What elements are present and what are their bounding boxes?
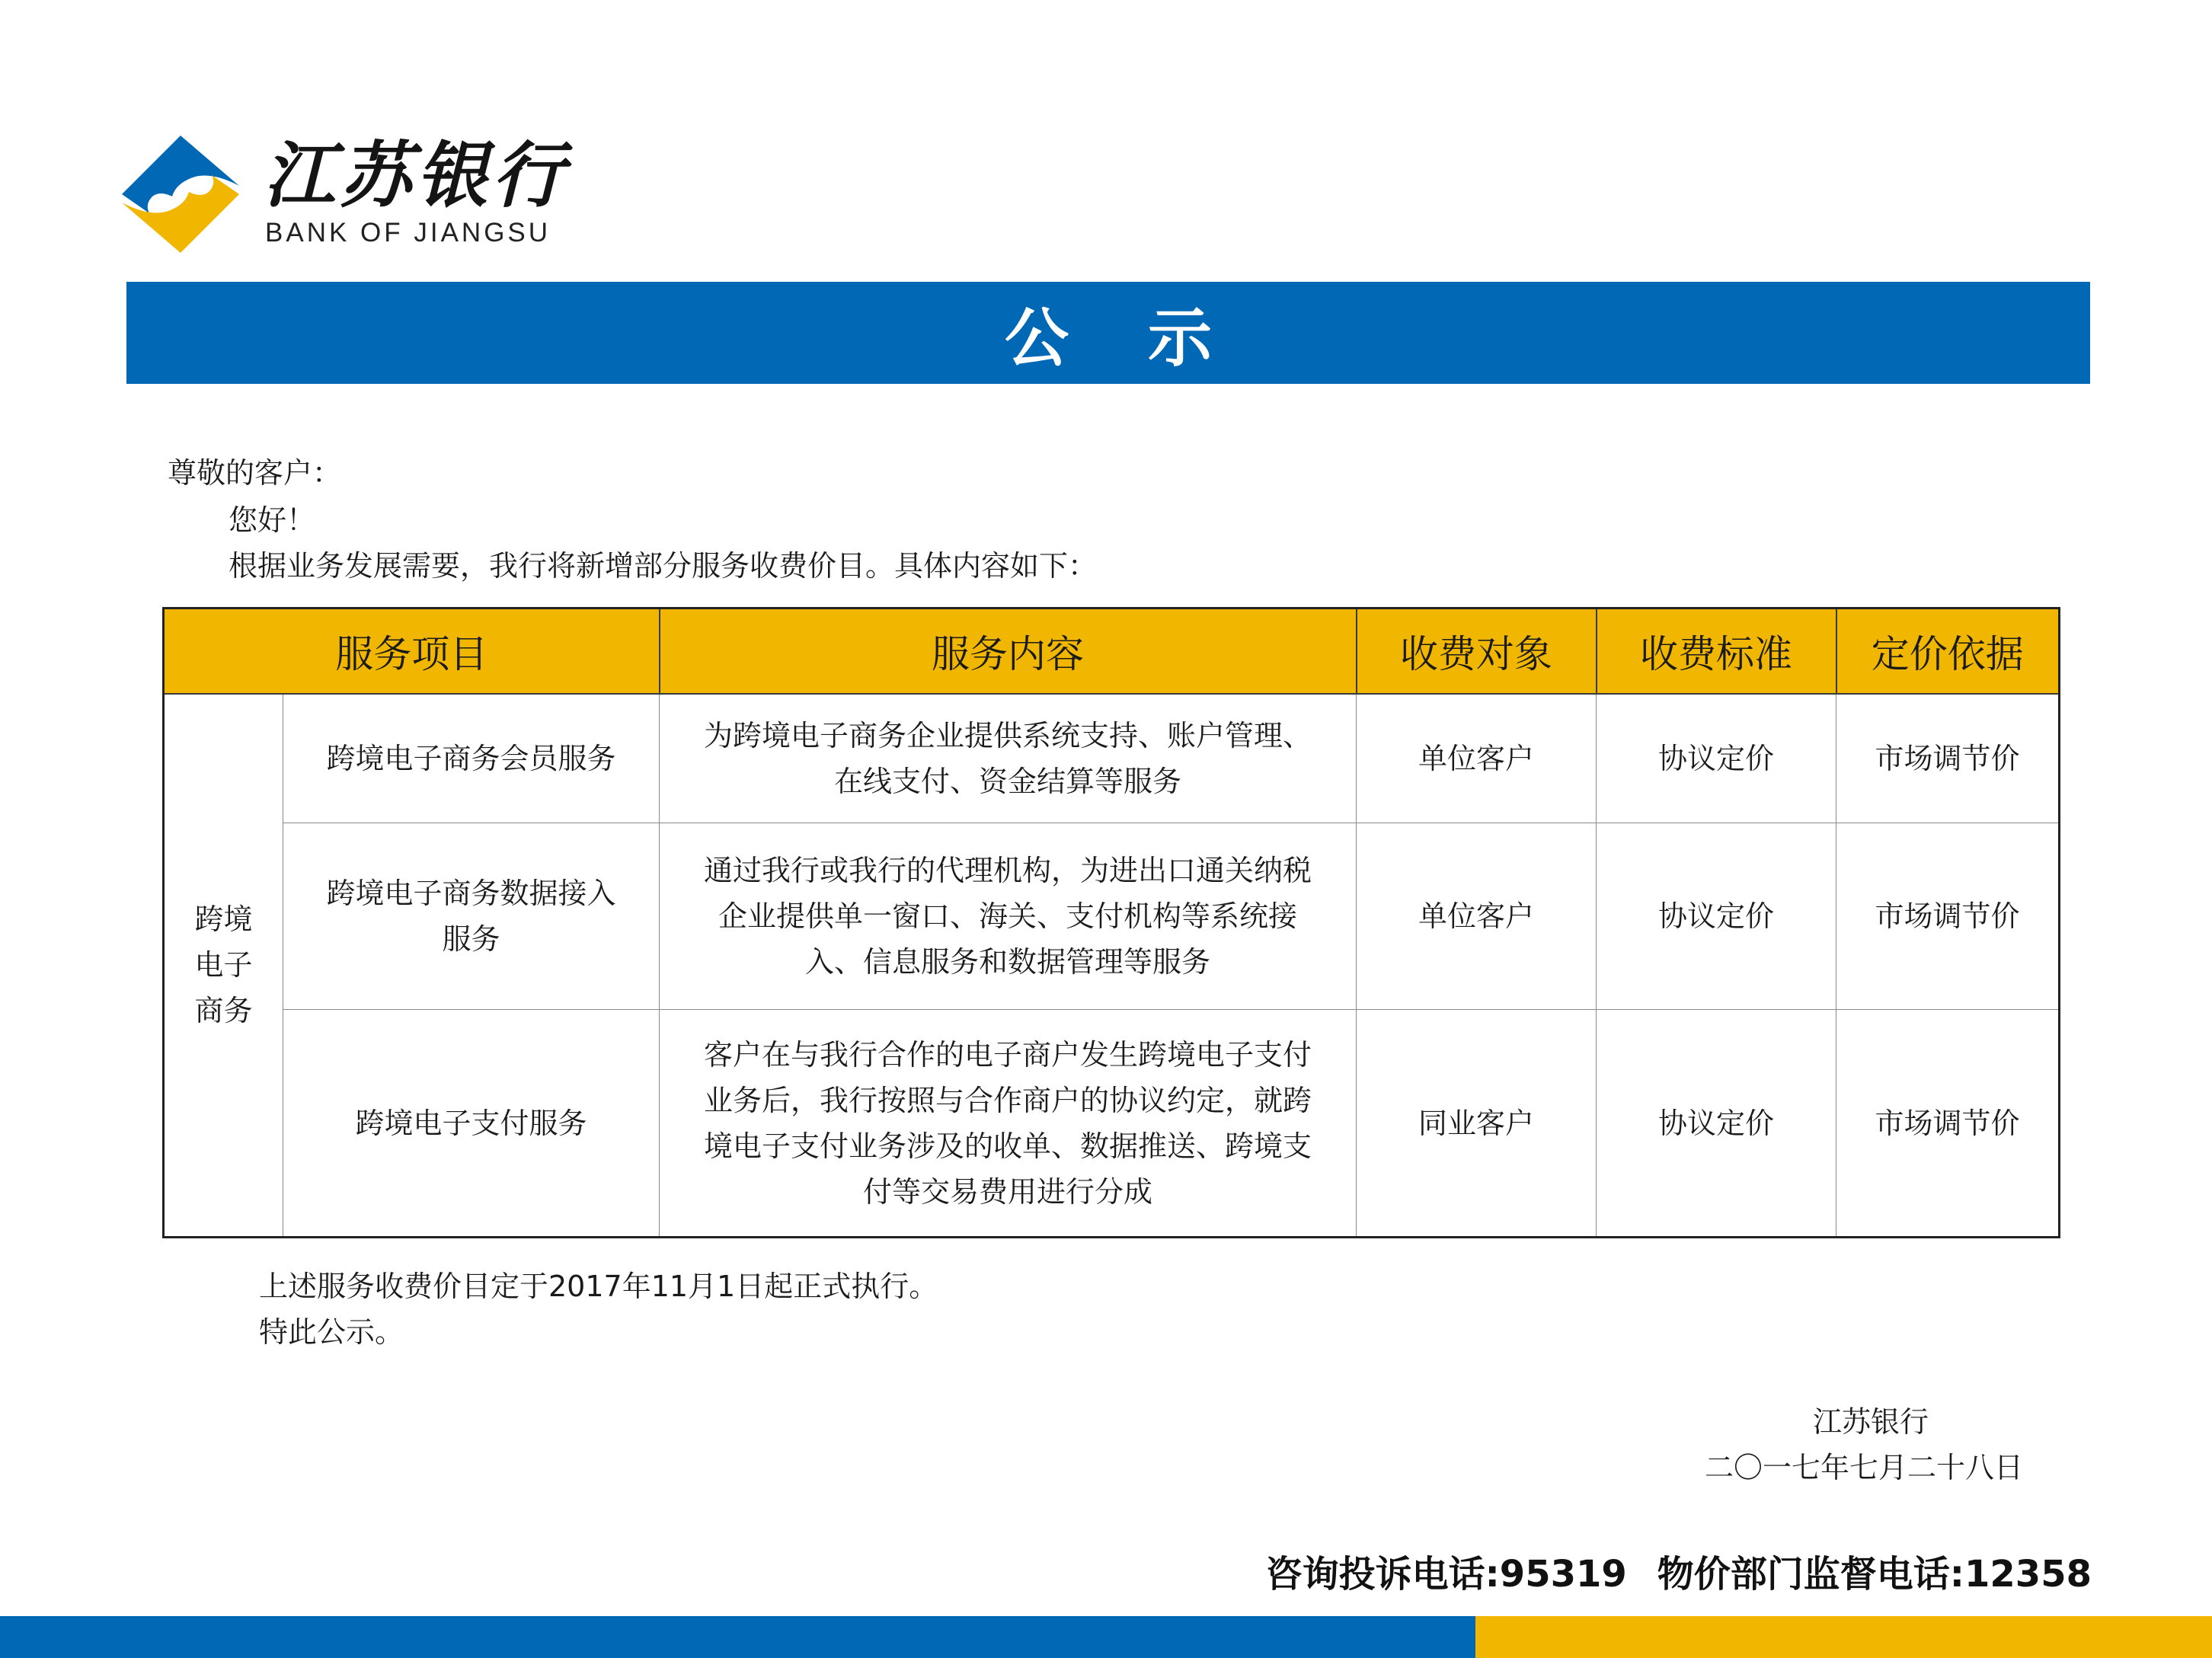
- salutation: 尊敬的客户：: [168, 456, 342, 490]
- header-fee-standard: 收费标准: [1597, 609, 1836, 694]
- header-pricing-basis: 定价依据: [1836, 609, 2060, 694]
- pricing-basis: 市场调节价: [1836, 694, 2060, 823]
- fee-standard: 协议定价: [1597, 1010, 1836, 1238]
- header-service-content: 服务内容: [660, 609, 1357, 694]
- signature-bank: 江苏银行: [1813, 1405, 1929, 1439]
- pricing-basis: 市场调节价: [1836, 823, 2060, 1010]
- fee-standard: 协议定价: [1597, 694, 1836, 823]
- service-content: [660, 1010, 1357, 1238]
- intro-body: 根据业务发展需要，我行将新增部分服务收费价目。具体内容如下：: [229, 549, 1098, 583]
- footer-bar-yellow: [1475, 1616, 2212, 1658]
- footer-bar-blue: [0, 1616, 1475, 1658]
- service-content: [660, 694, 1357, 823]
- service-name: 跨境电子商务会员服务: [283, 694, 660, 823]
- effective-date-note: 上述服务收费价目定于2017年11月1日起正式执行。: [259, 1270, 938, 1303]
- service-content-text: 为跨境电子商务企业提供系统支持、账户管理、在线支付、资金结算等服务: [703, 718, 1312, 798]
- bank-name-chinese: 江苏银行: [264, 134, 569, 218]
- signature-date: 二〇一七年七月二十八日: [1705, 1451, 2024, 1484]
- fee-target: 同业客户: [1357, 1010, 1597, 1238]
- service-name: 跨境电子支付服务: [283, 1010, 660, 1238]
- service-content: [660, 823, 1357, 1010]
- supervision-hotline: 物价部门监督电话:12358: [1657, 1553, 2092, 1596]
- title-banner: [126, 282, 2090, 384]
- header-fee-target: 收费对象: [1357, 609, 1597, 694]
- bank-name-english: BANK OF JIANGSU: [265, 218, 551, 248]
- fee-standard: 协议定价: [1597, 823, 1836, 1010]
- contact-line: [1265, 1553, 2092, 1596]
- bank-logo-icon: [122, 136, 239, 253]
- fee-target: 单位客户: [1357, 823, 1597, 1010]
- complaint-hotline: 咨询投诉电话:95319: [1265, 1553, 1627, 1596]
- table-row: [164, 1010, 2060, 1238]
- table-header-row: [164, 609, 2060, 694]
- service-name-text: 跨境电子商务数据接入服务: [326, 877, 616, 956]
- header-service-item: 服务项目: [164, 609, 660, 694]
- notice-line: 特此公示。: [259, 1315, 404, 1349]
- bank-logo: [122, 136, 579, 257]
- fee-target: 单位客户: [1357, 694, 1597, 823]
- service-content-text: 通过我行或我行的代理机构，为进出口通关纳税企业提供单一窗口、海关、支付机构等系统接入、信息服务和数据管理等服务: [703, 854, 1312, 979]
- category-label: 跨境电子商务: [194, 902, 253, 1028]
- page-title: 公示: [1004, 300, 1291, 375]
- pricing-basis: 市场调节价: [1836, 1010, 2060, 1238]
- service-name: [283, 823, 660, 1010]
- greeting: 您好！: [229, 503, 316, 537]
- category-cell: [164, 694, 283, 1238]
- fee-table: [162, 607, 2060, 1238]
- table-row: [164, 694, 2060, 823]
- table-row: [164, 823, 2060, 1010]
- service-content-text: 客户在与我行合作的电子商户发生跨境电子支付业务后，我行按照与合作商户的协议约定，就跨境电子支付业务涉及的收单、数据推送、跨境支付等交易费用进行分成: [703, 1037, 1312, 1209]
